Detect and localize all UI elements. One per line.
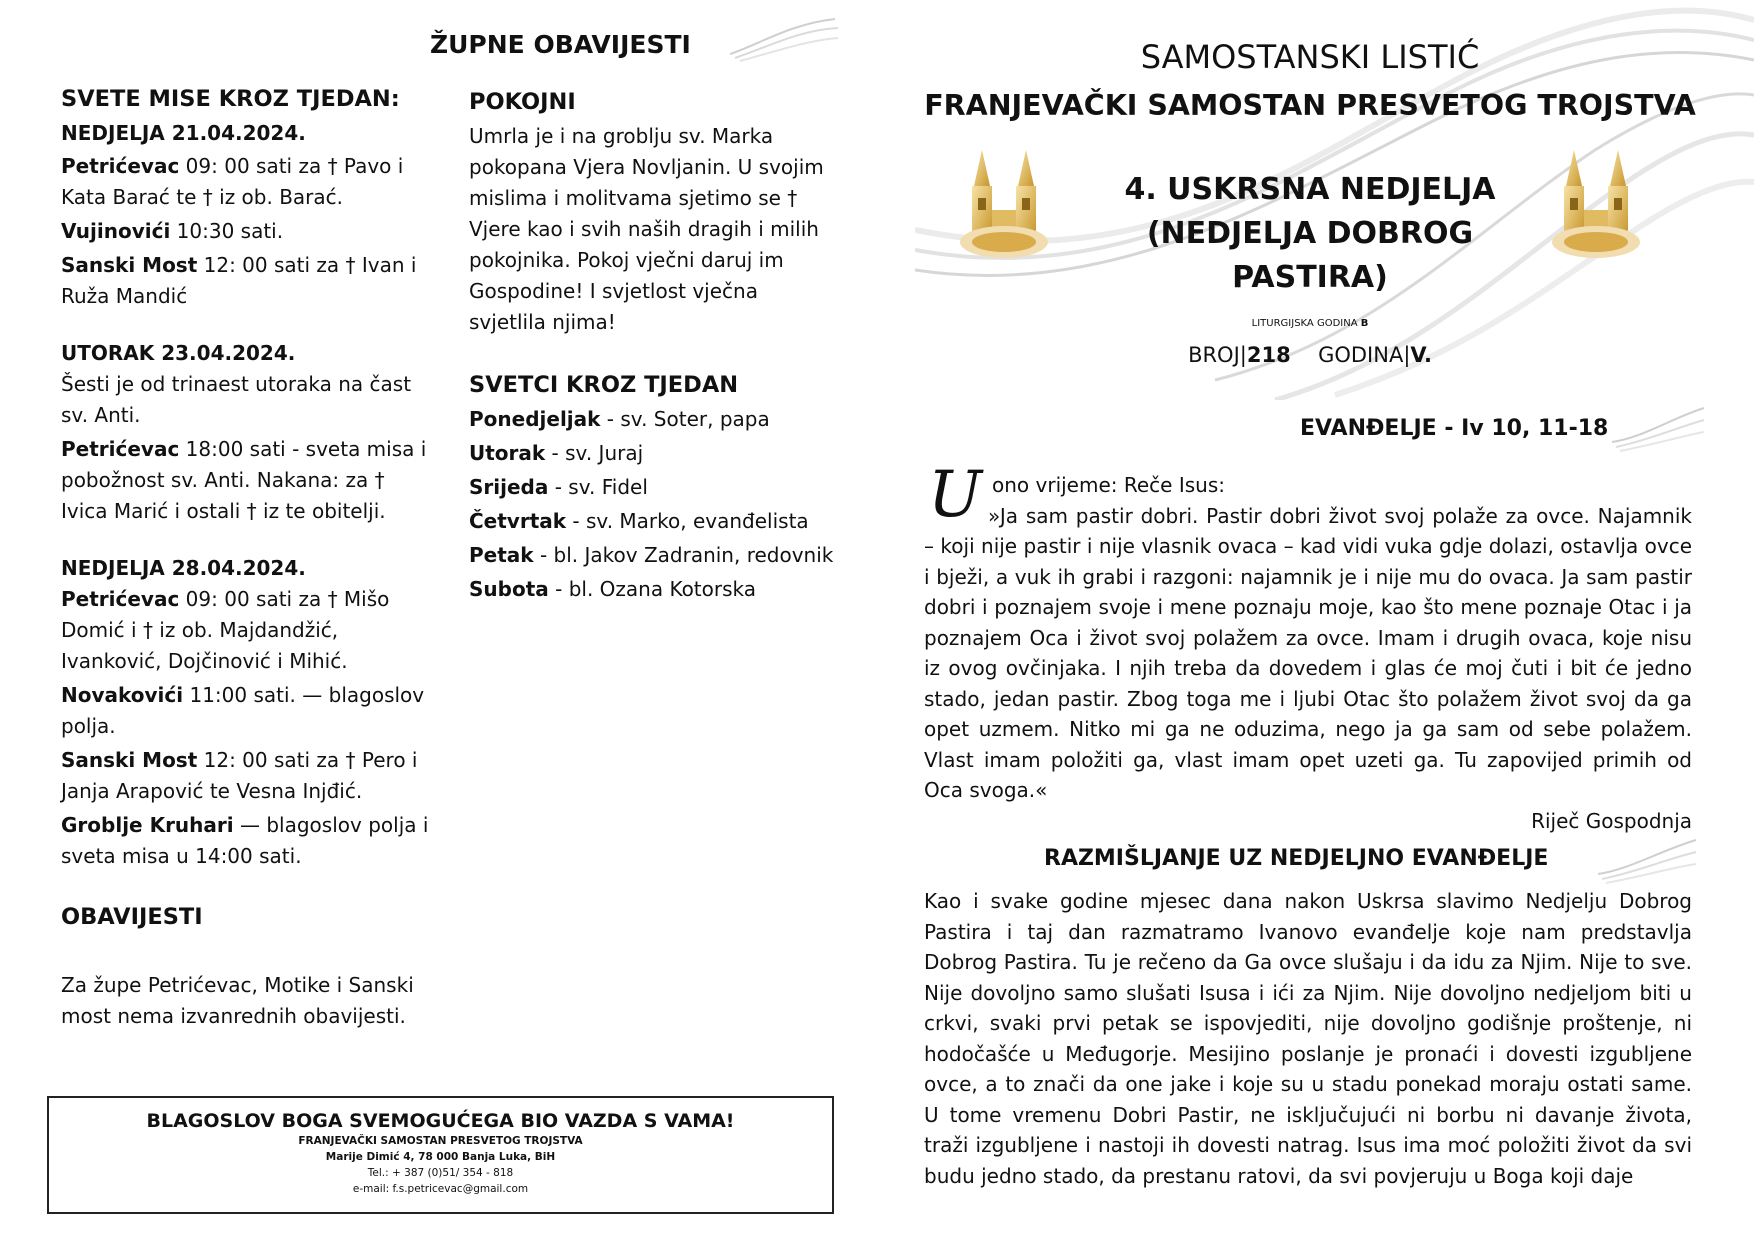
footer-org: FRANJEVAČKI SAMOSTAN PRESVETOG TROJSTVA — [298, 1135, 583, 1147]
issue-title — [1000, 168, 1620, 300]
saint-item — [469, 506, 839, 537]
notices-text: Za župe Petrićevac, Motike i Sanski most nema izvanrednih obavijesti. — [61, 973, 414, 1028]
blessing-text: BLAGOSLOV BOGA SVEMOGUĆEGA BIO VAZDA S VAMA! — [146, 1110, 735, 1132]
liturgical-year — [900, 318, 1720, 329]
saint-name: - sv. Fidel — [548, 475, 648, 499]
saints-heading: SVETCI KROZ TJEDAN — [469, 372, 739, 398]
saint-name: - sv. Marko, evanđelista — [566, 509, 809, 533]
issue-number: 218 — [1246, 343, 1291, 367]
saint-day: Petak — [469, 543, 534, 567]
saint-name: - sv. Soter, papa — [600, 407, 770, 431]
saint-item — [469, 404, 839, 435]
saint-day: Ponedjeljak — [469, 407, 601, 431]
mass-entry — [61, 151, 431, 213]
masses-column — [61, 84, 431, 1032]
kicker: SAMOSTANSKI LISTIĆ — [1140, 38, 1480, 76]
mass-place: Novakovići — [61, 683, 184, 707]
liturgical-year-label: LITURGIJSKA GODINA — [1251, 318, 1361, 329]
swirl-decoration — [1598, 834, 1698, 884]
swirl-decoration — [1612, 402, 1706, 452]
notices-heading: OBAVIJESTI — [61, 904, 203, 930]
mass-text: — blagoslov polja i sveta misa u 14:00 sati. — [61, 813, 429, 868]
deceased-text: Umrla je i na groblju sv. Marka pokopana Vjera Novljanin. U svojim mislima i molitvama sjetimo se † Vjere kao i svih naših dragih i milih pokojnika. Pokoj vječni daruj im Gospodine! I svjetlost vječna svjetlila njima! — [469, 124, 824, 334]
gospel-text-content: »Ja sam pastir dobri. Pastir dobri život svoj polaže za ovce. Najamnik – koji nije pastir i nije vlasnik ovaca – kad vidi vuka gdje dolazi, ostavlja ovce i bježi, a vuk ih grabi i razgoni: najamnik je i nije mu do ovaca. Ja sam pastir dobri i poznajem svoje i mene poznaju moje, kao što mene poznaje Otac i ja poznajem Oca i život svoj polažem za ovce. Imam i drugih ovaca, koje nisu iz ovog ovčinjaka. I njih treba da dovedem i glas će moj čuti i bit će jedno stado, jedan pastir. Zbog toga me i ljubi Otac što polažem život svoj da ga opet uzmem. Nitko mi ga ne oduzima, nego ja ga sam od sebe polažem. Vlast imam položiti ga, vlast imam opet uzeti ga. Tu zapovijed primih od Oca svoga.« — [924, 503, 1692, 802]
mass-text: 12: 00 sati za † Pero i Janja Arapović te Vesna Injđić. — [61, 748, 418, 803]
reflection-body: Kao i svake godine mjesec dana nakon Uskrsa slavimo Nedjelju Dobrog Pastira i taj dan razmatramo Ivanovo evanđelje koje nam predstavlja Dobrog Pastira. Tu je rečeno da Ga ovce slušaju i da idu za Njim. Nije to sve. Nije dovoljno samo slušati Isusa i ići za Njim. Nije dovoljno nedjeljom biti u crkvi, svaki prvi petak se ispovjediti, nije dovoljno godišnje proštenje, ni hodočašće u Međugorje. Mesijino poslanje je pronaći i dovesti izgubljene ovce, a to znači da one jake i koje su u stadu ponekad moraju ostati same. U tome vremenu Dobri Pastir, ne isključujući ni borbu ni davanje života, traži izgubljene i nastoji ih dovesti natrag. Isus ima moć položiti život da svi budu jedno stado, da prestanu ratovi, da svi povjeruju u Boga koji daje — [924, 889, 1692, 1188]
day-date: NEDJELJA 21.04.2024. — [61, 121, 306, 145]
mass-entry — [61, 434, 431, 527]
deceased-saints-column — [469, 87, 839, 608]
mass-entry — [61, 584, 431, 677]
day-intro: Šesti je od trinaest utoraka na čast sv. Anti. — [61, 372, 412, 427]
mass-place: Petrićevac — [61, 587, 180, 611]
mass-text: 18:00 sati - sveta misa i pobožnost sv. Anti. Nakana: za † Ivica Marić i ostali † iz te obitelji. — [61, 437, 427, 523]
mass-place: Petrićevac — [61, 154, 180, 178]
issue-info — [900, 343, 1720, 367]
saint-day: Srijeda — [469, 475, 549, 499]
masthead-org: FRANJEVAČKI SAMOSTAN PRESVETOG TROJSTVA — [924, 89, 1696, 122]
mass-entry — [61, 250, 431, 312]
saint-day: Subota — [469, 577, 549, 601]
mass-text: 09: 00 sati za † Pavo i Kata Barać te † iz ob. Barać. — [61, 154, 404, 209]
liturgical-year-value: B — [1360, 318, 1369, 329]
gospel-heading: EVANĐELJE - Iv 10, 11-18 — [1300, 416, 1609, 441]
footer-email: e-mail: f.s.petricevac@gmail.com — [352, 1183, 529, 1195]
deceased-heading: POKOJNI — [469, 89, 576, 115]
saint-item — [469, 438, 839, 469]
mass-place: Sanski Most — [61, 748, 198, 772]
day-date: NEDJELJA 28.04.2024. — [61, 556, 306, 580]
mass-text: 10:30 sati. — [170, 219, 284, 243]
reflection-heading: RAZMIŠLJANJE UZ NEDJELJNO EVANĐELJE — [1044, 846, 1549, 871]
masses-heading: SVETE MISE KROZ TJEDAN: — [61, 86, 400, 112]
church-towers-icon — [1552, 150, 1660, 262]
mass-place: Groblje Kruhari — [61, 813, 234, 837]
issue-label: BROJ| — [1188, 343, 1247, 367]
saint-name: - bl. Ozana Kotorska — [548, 577, 757, 601]
gospel-closing: Riječ Gospodnja — [1531, 808, 1692, 833]
mass-text: 11:00 sati. — blagoslov polja. — [61, 683, 425, 738]
mass-entry — [61, 745, 431, 807]
drop-cap: U — [928, 458, 982, 532]
saint-item — [469, 472, 839, 503]
mass-place: Petrićevac — [61, 437, 180, 461]
footer-box — [47, 1096, 834, 1214]
footer-phone: Tel.: + 387 (0)51/ 354 - 818 — [367, 1167, 514, 1179]
mass-entry — [61, 680, 431, 742]
mass-text: 09: 00 sati za † Mišo Domić i † iz ob. Majdandžić, Ivanković, Dojčinović i Mihić. — [61, 587, 390, 673]
mass-entry — [61, 810, 431, 872]
gospel-text — [924, 501, 1692, 806]
swirl-decoration — [730, 14, 840, 62]
gospel-first-line: ono vrijeme: Reče Isus: — [992, 473, 1225, 497]
issue-title-line: PASTIRA) — [1232, 260, 1388, 295]
mass-place: Vujinovići — [61, 219, 171, 243]
saint-name: - bl. Jakov Zadranin, redovnik — [533, 543, 834, 567]
gospel-body — [924, 470, 1692, 836]
footer-address: Marije Dimić 4, 78 000 Banja Luka, BiH — [325, 1151, 556, 1163]
issue-title-line: (NEDJELJA DOBROG — [1146, 216, 1474, 251]
saint-day: Četvrtak — [469, 509, 567, 533]
mass-place: Sanski Most — [61, 253, 198, 277]
year-label: GODINA| — [1318, 343, 1411, 367]
saint-item — [469, 574, 839, 605]
page-title: ŽUPNE OBAVIJESTI — [430, 30, 691, 59]
day-date: UTORAK 23.04.2024. — [61, 341, 296, 365]
church-towers-icon — [960, 150, 1068, 262]
saint-name: - sv. Juraj — [545, 441, 644, 465]
mass-text: 12: 00 sati za † Ivan i Ruža Mandić — [61, 253, 417, 308]
mass-entry — [61, 216, 431, 247]
saint-item — [469, 540, 839, 571]
year-number: V. — [1410, 343, 1432, 367]
saint-day: Utorak — [469, 441, 546, 465]
issue-title-line: 4. USKRSNA NEDJELJA — [1124, 172, 1496, 207]
